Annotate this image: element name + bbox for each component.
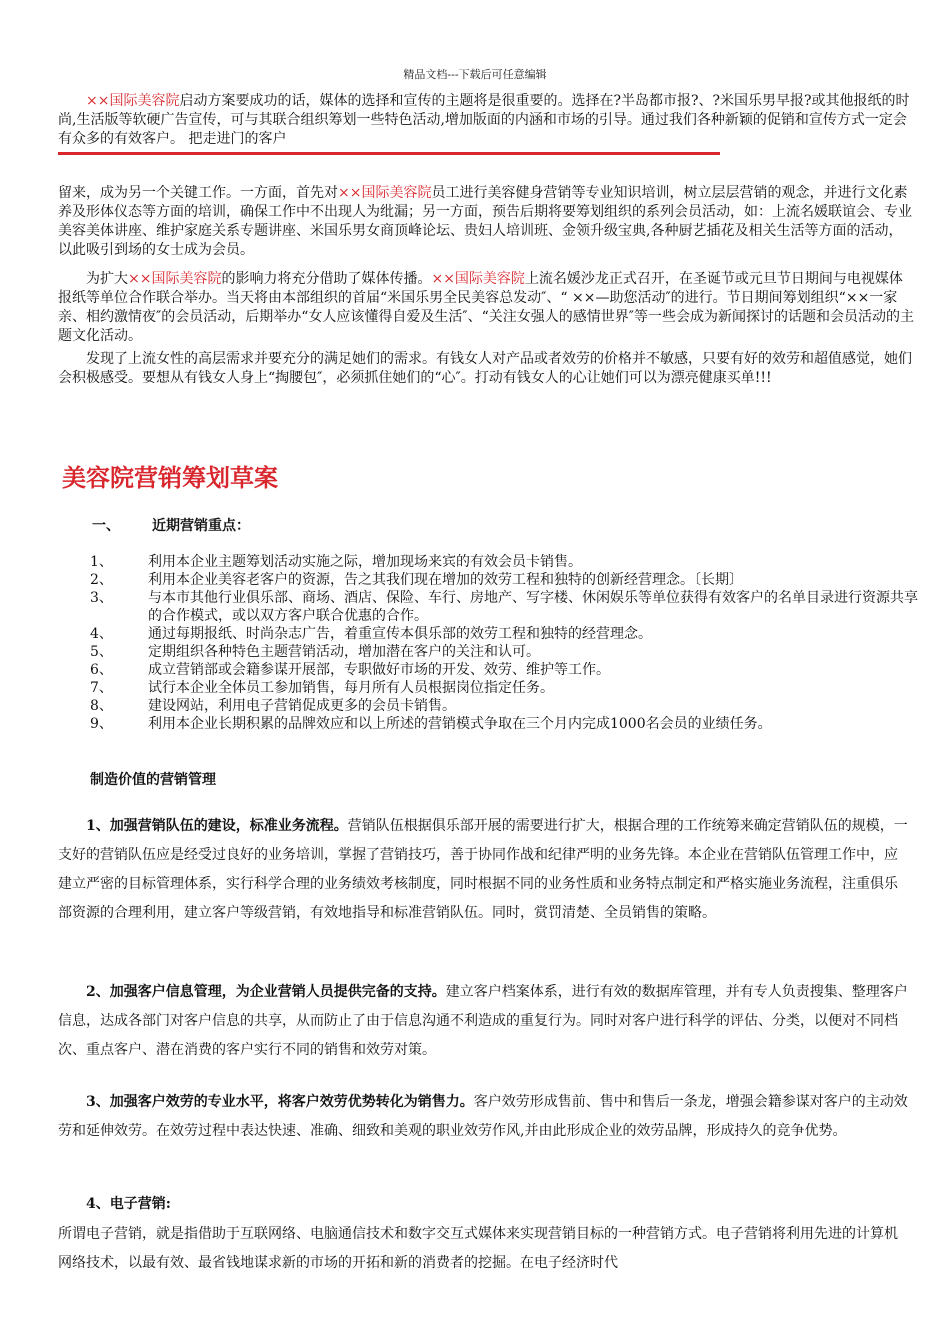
red-underline [58, 152, 720, 155]
point-paragraph-3 [58, 1088, 908, 1146]
list-text: 与本市其他行业俱乐部、商场、酒店、保险、车行、房地产、写字楼、休闲娱乐等单位获得有效客户的名单目录进行资源共享的合作模式，或以双方客户联合优惠的合作。 [148, 590, 918, 624]
intro-p3-text-c: 上流名媛沙龙正式召开，在圣诞节或元旦节日期间与电视媒体报纸等单位合作联合举办。当天将由本部组织的首届“米国乐男全民美容总发动″、“ ××—助您活动″的进行。节日期间筹划组织“××一家亲、相约激情夜″的会员活动，后期举办“女人应该懂得自爱及生活″、“关注女强人的感情世界″等一些会成为新闻探讨的话题和会员活动的主题文化活动。 [58, 271, 914, 344]
list-text: 试行本企业全体员工参加销售，每月所有人员根据岗位指定任务。 [148, 680, 554, 696]
list-number: 4、 [90, 626, 113, 642]
intro-p3-text-a: 为扩大 [86, 271, 128, 287]
section-number: 一、 [92, 518, 120, 534]
list-number: 5、 [90, 644, 113, 660]
list-number: 7、 [90, 680, 113, 696]
subheading: 制造价值的营销管理 [90, 772, 216, 788]
list-text: 成立营销部或会籍参谋开展部，专职做好市场的开发、效劳、维护等工作。 [148, 662, 610, 678]
list-number: 2、 [90, 572, 113, 588]
list-text: 利用本企业长期积累的品牌效应和以上所述的营销模式争取在三个月内完成1000名会员的业绩任务。 [148, 716, 772, 732]
list-text: 利用本企业主题筹划活动实施之际，增加现场来宾的有效会员卡销售。 [148, 554, 582, 570]
list-number: 3、 [90, 590, 113, 606]
intro-p3-text-b: 的影响力将充分借助了媒体传播。 [221, 271, 432, 287]
list-item [90, 643, 920, 661]
list-item [90, 589, 920, 625]
intro-paragraph-3 [58, 270, 914, 346]
list-number: 8、 [90, 698, 113, 714]
point-4-text: 所谓电子营销，就是指借助于互联网络、电脑通信技术和数字交互式媒体来实现营销目标的一种营销方式。电子营销将利用先进的计算机网络技术，以最有效、最省钱地谋求新的市场的开拓和新的消费者的挖掘。在电子经济时代 [58, 1226, 898, 1271]
page-title: 美容院营销筹划草案 [62, 463, 278, 492]
intro-p1-text: 启动方案要成功的话，媒体的选择和宣传的主题将是很重要的。选择在?半岛都市报?、?米国乐男早报?或其他报纸的时尚,生活版等软硬广告宣传，可与其联合组织筹划一些特色活动,增加版面的内涵和市场的引导。通过我们各种新颖的促销和宣传方式一定会有众多的有效客户。 把走进门的客户 [58, 93, 910, 147]
brand-name: ××国际美容院 [431, 271, 525, 287]
point-heading: 2、加强客户信息管理，为企业营销人员提供完备的支持。 [86, 984, 446, 1000]
list-number: 1、 [90, 554, 113, 570]
point-text: 建立客户档案体系，进行有效的数据库管理，并有专人负责搜集、整理客户信息，达成各部门对客户信息的共享，从而防止了由于信息沟通不利造成的重复行为。同时对客户进行科学的评估、分类，以便对不同档次、重点客户、潜在消费的客户实行不同的销售和效劳对策。 [58, 984, 908, 1058]
list-item [90, 679, 920, 697]
list-text: 建设网站，利用电子营销促成更多的会员卡销售。 [148, 698, 456, 714]
list-item [90, 571, 920, 589]
header-note: 精品文档---下载后可任意编辑 [403, 68, 547, 81]
list-number: 9、 [90, 716, 113, 732]
point-heading: 3、加强客户效劳的专业水平，将客户效劳优势转化为销售力。 [86, 1094, 474, 1110]
priority-list [90, 553, 920, 733]
intro-paragraph-2 [58, 184, 914, 260]
list-text: 利用本企业美容老客户的资源，告之其我们现在增加的效劳工程和独特的创新经营理念。〔长期〕 [148, 572, 743, 588]
list-text: 定期组织各种特色主题营销活动，增加潜在客户的关注和认可。 [148, 644, 540, 660]
point-text: 营销队伍根据俱乐部开展的需要进行扩大，根据合理的工作统筹来确定营销队伍的规模，一支好的营销队伍应是经受过良好的业务培训，掌握了营销技巧，善于协同作战和纪律严明的业务先锋。本企业在营销队伍管理工作中，应建立严密的目标管理体系，实行科学合理的业务绩效考核制度，同时根据不同的业务性质和业务特点制定和严格实施业务流程，注重俱乐部资源的合理利用，建立客户等级营销，有效地指导和标准营销队伍。同时，赏罚清楚、全员销售的策略。 [58, 818, 908, 921]
list-item [90, 553, 920, 571]
intro-paragraph-1 [58, 92, 914, 149]
list-number: 6、 [90, 662, 113, 678]
list-item [90, 715, 920, 733]
intro-paragraph-4: 发现了上流女性的高层需求并要充分的满足她们的需求。有钱女人对产品或者效劳的价格并不敏感，只要有好的效劳和超值感觉，她们会积极感受。要想从有钱女人身上“掏腰包″，必须抓住她们的“心″。打动有钱女人的心让她们可以为漂亮健康买单!!! [58, 351, 912, 386]
point-paragraph-1 [58, 812, 908, 928]
intro-p2-text-b: 员工进行美容健身营销等专业知识培训，树立层层营销的观念，并进行文化素养及形体仪态等方面的培训，确保工作中不出现人为纰漏；另一方面，预告后期将要筹划组织的系列会员活动，如：上流名媛联谊会、专业美容美体讲座、维护家庭关系专题讲座、米国乐男女商顶峰论坛、贵妇人培训班、金领升级宝典,各种厨艺插花及相关生活等方面的活动，以此吸引到场的女士成为会员。 [58, 185, 912, 258]
point-heading: 1、加强营销队伍的建设，标准业务流程。 [86, 818, 348, 834]
list-item [90, 661, 920, 679]
section-heading: 近期营销重点： [152, 518, 250, 534]
list-item [90, 625, 920, 643]
brand-name: ××国际美容院 [128, 271, 222, 287]
brand-name: ××国际美容院 [86, 93, 180, 109]
intro-p2-text-a: 留来，成为另一个关键工作。一方面，首先对 [58, 185, 338, 201]
point-4-heading: 4、电子营销: [86, 1196, 171, 1212]
point-text: 客户效劳形成售前、售中和售后一条龙，增强会籍参谋对客户的主动效劳和延伸效劳。在效劳过程中表达快速、准确、细致和美观的职业效劳作风,并由此形成企业的效劳品牌，形成持久的竞争优势。 [58, 1094, 908, 1139]
list-item [90, 697, 920, 715]
point-paragraph-2 [58, 978, 908, 1065]
brand-name: ××国际美容院 [338, 185, 432, 201]
list-text: 通过每期报纸、时尚杂志广告，着重宣传本俱乐部的效劳工程和独特的经营理念。 [148, 626, 652, 642]
